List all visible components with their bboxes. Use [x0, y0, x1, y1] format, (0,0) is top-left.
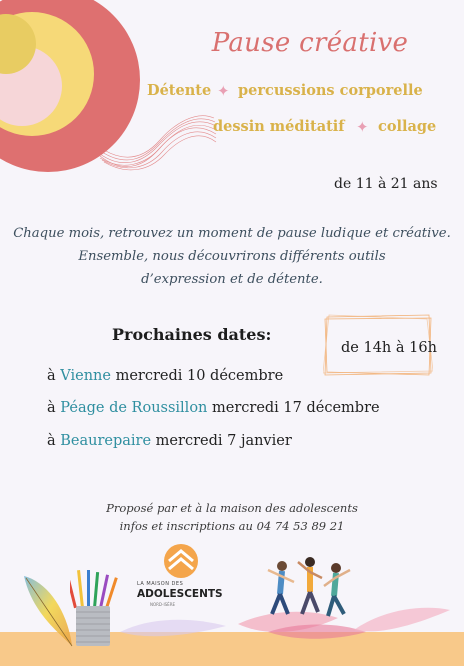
- logo-mark-icon: [163, 543, 199, 579]
- intro-paragraph: [0, 222, 464, 291]
- footer-line: infos et inscriptions au 04 74 53 89 21: [119, 519, 345, 533]
- pencil-cup-icon: [70, 570, 122, 648]
- date-day: mercredi 17 décembre: [207, 400, 380, 416]
- activity-body-percussion: percussions corporelle: [238, 82, 423, 99]
- date-item: [47, 400, 380, 416]
- date-item: [47, 368, 283, 384]
- dates-heading: Prochaines dates:: [112, 325, 272, 344]
- age-range: de 11 à 21 ans: [334, 176, 438, 192]
- intro-line: Chaque mois, retrouvez un moment de pause ludique et créative.: [13, 226, 451, 241]
- logo-sub-text: NORD-ISÈRE: [150, 602, 175, 607]
- logo-name: ADOLESCENTS: [137, 588, 223, 600]
- wave-ribbon: [98, 112, 218, 172]
- date-prefix: à: [47, 400, 61, 416]
- intro-line: d’expression et de détente.: [141, 272, 323, 287]
- dancers-illustration: [238, 552, 368, 642]
- date-place: Vienne: [60, 368, 111, 384]
- date-item: [47, 433, 292, 449]
- feather-icon: [118, 612, 228, 642]
- date-prefix: à: [47, 368, 61, 384]
- feather-icon: [352, 600, 452, 640]
- logo-top-text: LA MAISON DES: [137, 581, 184, 587]
- intro-line: Ensemble, nous découvrirons différents outils: [78, 249, 386, 264]
- poster-title: Pause créative: [211, 28, 409, 58]
- date-day: mercredi 7 janvier: [151, 433, 292, 449]
- feather-icon: [18, 572, 78, 650]
- date-day: mercredi 10 décembre: [110, 368, 284, 384]
- activity-relaxation: Détente: [147, 82, 212, 99]
- footer-info: [0, 499, 464, 535]
- session-hours: de 14h à 16h: [341, 340, 437, 356]
- sparkle-icon: ✦: [217, 82, 230, 100]
- date-prefix: à: [47, 433, 61, 449]
- sparkle-icon: ✦: [356, 118, 369, 136]
- date-place: Péage de Roussillon: [60, 400, 208, 416]
- activity-collage: collage: [378, 118, 437, 135]
- date-place: Beaurepaire: [60, 433, 152, 449]
- activity-meditative-drawing: dessin méditatif: [213, 118, 345, 135]
- footer-line: Proposé par et à la maison des adolescents: [106, 501, 358, 515]
